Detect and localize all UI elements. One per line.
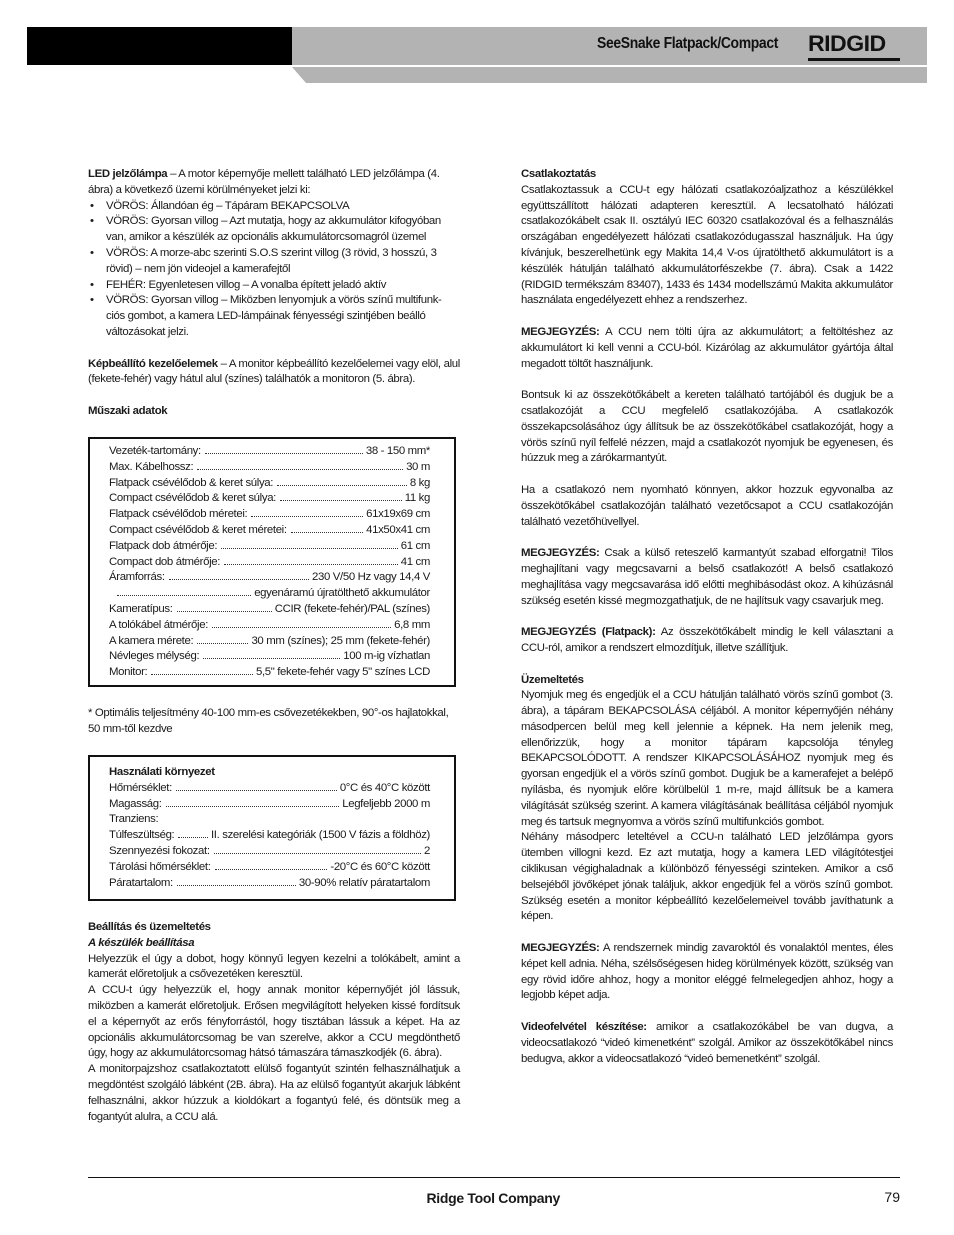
spec-value: Legfeljebb 2000 m [342, 797, 430, 810]
spec-row [109, 860, 430, 876]
connection-paragraph: Bontsuk ki az összekötőkábelt a kereten található tartójából és dugjuk be a csatlakozóját a CCU megfelelő csatlakozójába. A csatlakozók összekapcsolásához úgy állítsuk be az összekötőkábel csatlakozóját, hogy a vörös színű nyíl felfelé nézzen, majd a csatlakozót nyomjuk be egyenesen, és húzzuk meg a zárókarmantyút. [521, 389, 893, 465]
dot-leader [117, 595, 251, 596]
spec-label: Vezeték-tartomány: [109, 445, 201, 457]
spec-row [109, 602, 430, 618]
dot-leader [203, 658, 340, 659]
document-title: SeeSnake Flatpack/Compact [597, 35, 778, 52]
spec-label: Névleges mélység: [109, 650, 200, 663]
ridgid-logo: RIDGID [808, 33, 902, 63]
spec-value: CCIR (fekete-fehér)/PAL (színes) [274, 602, 430, 615]
setup-paragraph: A monitorpajzshoz csatlakoztatott elülső fogantyút szintén felhasználhatjuk a megdöntést szolgáló lábként (2B. ábra). Ha az elülső fogantyút akarjuk lábként felhasználni, akkor húzzuk a kioldókart a fogantyú felé, és döntsük meg a fogantyút alulra, a CCU alá. [88, 1063, 460, 1123]
spec-label: Áramforrás: [109, 571, 165, 584]
spec-label: A kamera mérete: [109, 634, 194, 647]
environment-table [88, 755, 456, 901]
operation-paragraph: Nyomjuk meg és engedjük el a CCU hátulján található vörös színű gombot (3. ábra), a tápáram BEKAPCSOLÁSA céljából. A monitor képernyőjén néhány másodpercen belül meg kell jelennie a képnek. Ha nem jelenik meg, ellenőrizzük, hogy a monitor tápáram kapcsolója tényleg BEKAPCSOLÓDOTT. A rendszer KIKAPCSOLÁSÁHOZ nyomjuk meg és gyorsan engedjük el a vörös színű gombot. Dugjuk be a kamerafejet a belépő nyílásba, és nyomjuk előre körülbelül 1 m-re, majd állítsuk be a kamera világítását szükség szerint. A kamera világításának beállítása céljából nyomjuk meg és tartsuk megnyomva a vörös színű multifunkciós gombot. [521, 689, 893, 828]
spec-value: -20°C és 60°C között [330, 860, 430, 873]
spec-label: Páratartalom: [109, 876, 173, 889]
dot-leader [151, 674, 253, 675]
spec-value: 8 kg [409, 476, 430, 489]
dot-leader [212, 627, 391, 628]
spec-value: 5,5" fekete-fehér vagy 5" színes LCD [255, 666, 430, 679]
spec-label: Tranziens: [109, 813, 159, 826]
footer-rule [88, 1177, 900, 1178]
spec-row [109, 828, 430, 844]
dot-leader [221, 548, 398, 549]
setup-paragraph: Helyezzük el úgy a dobot, hogy könnyű legyen kezelni a tolókábelt, amint a kamerát előretoljuk a csővezetéken keresztül. [88, 952, 460, 981]
note: MEGJEGYZÉS: A rendszernek mindig zavaroktól és vonalaktól mentes, éles képet kell adnia. Néha, szélsőségesen hideg körülmények között, szükség van egy rövid időre ahhoz, hogy a monitor eléggé felmelegedjen ahhoz, hogy a legjobb képet adja. [521, 942, 893, 1002]
specs-heading: Műszaki adatok [88, 404, 168, 417]
dot-leader [176, 790, 337, 791]
controls-section: Képbeállító kezelőelemek – A monitor képbeállító kezelőelemei vagy elöl, alul (fekete-fehér) vagy hátul alul (színes) találhatók a monitoron (5. ábra). [88, 357, 460, 386]
spec-value: 30 mm (színes); 25 mm (fekete-fehér) [251, 634, 430, 647]
spec-label: Flatpack csévélődob & keret súlya: [109, 476, 274, 489]
spec-label: Max. Kábelhossz: [109, 460, 194, 473]
spec-value: 30 m [406, 460, 430, 473]
list-item: • VÖRÖS: Gyorsan villog – Azt mutatja, hogy az akkumulátor kifogyóban van, amikor a készülék az opcionális akkumulátorcsomagról üzemel [88, 214, 460, 246]
spec-label: Túlfeszültség: [109, 829, 175, 842]
environment-heading: Használati környezet [109, 766, 215, 778]
dot-leader [251, 516, 363, 517]
setup-paragraph: A CCU-t úgy helyezzük el, hogy annak monitor képernyőjét jól lássuk, miközben a kamerát előretoljuk. Erősen megvilágított helyeken kissé fordítsuk el a képernyőt az erős fényforrástól, hogy tisztában lássuk a képet. Ha az opcionális akkumulátorcsomag be van szerelve, akkor a CCU megdönthető úgy, hogy az akkumulátorcsomag hátsó támaszára támaszkodjék (6. ábra). [88, 984, 460, 1060]
spec-row [109, 507, 430, 523]
spec-label: Kameratípus: [109, 602, 173, 615]
spec-label: Monitor: [109, 666, 148, 679]
spec-label: Flatpack csévélődob méretei: [109, 508, 248, 521]
dot-leader [291, 532, 363, 533]
list-item: • VÖRÖS: A morze-abc szerinti S.O.S szerint villog (3 rövid, 3 hosszú, 3 rövid) – nem jön videojel a kamerafejtől [88, 246, 460, 278]
spec-value: 6,8 mm [394, 618, 430, 631]
spec-row [109, 634, 430, 650]
spec-row [109, 491, 430, 507]
footnote: * Optimális teljesítmény 40-100 mm-es csővezetékekben, 90°-os hajlatokkal, 50 mm-től kezdve [88, 707, 449, 735]
spec-value: egyenáramú újratölthető akkumulátor [254, 587, 430, 600]
operation-paragraph: Néhány másodperc leteltével a CCU-n található LED jelzőlámpa gyors ütemben villogni kezd. Ez azt mutatja, hogy a kamera LED világítótestjei ciklikusan végighaladnak a különböző fényességi szinteken. Amikor a cső belsejéből jövőképet jónak találjuk, akkor engedjük fel a vörös színű gombot. Szükség esetén a monitor képbeállító kezelőelemeivel tovább javíthatunk a képen. [521, 831, 893, 923]
spec-row [109, 523, 430, 539]
header-gray-stripe [292, 67, 927, 83]
right-column [521, 167, 893, 1067]
header-black-bar [27, 27, 292, 65]
page-number: 79 [884, 1189, 900, 1205]
dot-leader [214, 853, 421, 854]
spec-value: 61x19x69 cm [366, 508, 430, 521]
spec-row [109, 460, 430, 476]
spec-row [109, 539, 430, 555]
connection-paragraph: Csatlakoztassuk a CCU-t egy hálózati csatlakozóaljzathoz a készülékkel együttszállított hálózati adapteren keresztül. A lecsatolható hálózati csatlakozókábelt csak II. osztályú IEC 60320 csatlakozóval és a felhasználás országában engedélyezett hálózati csatlakozódugasszal használjuk. Ha úgy kívánjuk, beszerelhetünk egy Makita 14,4 V-os újratölthető akkumulátort is a készülék hátulján található akkumulátorfészekbe (7. ábra). Csak a 1422 (RIDGID termékszám 83407), 1433 és 1434 modellszámú Makita akkumulátor használata engedélyezett ehhez a rendszerhez. [521, 183, 893, 307]
connection-heading: Csatlakoztatás [521, 168, 596, 180]
spec-row [109, 570, 430, 586]
spec-label: Szennyezési fokozat: [109, 844, 210, 857]
spec-row [109, 876, 430, 892]
spec-value: 100 m-ig vízhatlan [343, 650, 430, 663]
spec-label: A tolókábel átmérője: [109, 618, 209, 631]
list-item: • VÖRÖS: Állandóan ég – Tápáram BEKAPCSOLVA [88, 199, 460, 215]
spec-value: II. szerelési kategóriák (1500 V fázis a földhöz) [210, 829, 430, 842]
dot-leader [178, 837, 208, 838]
setup-heading: Beállítás és üzemeltetés [88, 921, 211, 933]
spec-value: 41 cm [400, 555, 430, 568]
spec-label: Magasság: [109, 797, 162, 810]
specs-table [88, 437, 456, 687]
spec-value: 41x50x41 cm [366, 523, 430, 536]
left-column-top [88, 167, 460, 420]
led-list [88, 199, 460, 341]
spec-row [109, 476, 430, 492]
spec-label: Hőmérséklet: [109, 781, 172, 794]
note: MEGJEGYZÉS: Csak a külső reteszelő karmantyút szabad elforgatni! Tilos meghajlítani vagy megcsavarni a belső csatlakozót! A belső csatlakozó meghajlítása vagy megcsavarása idő előtti meghibásodást okoz. A kihúzásnál szükség esetén kissé megmozgathatjuk, de ne hajlítsuk vagy csavarjuk meg. [521, 547, 893, 607]
spec-row [109, 444, 430, 460]
footer-company: Ridge Tool Company [426, 1190, 560, 1206]
led-section: LED jelzőlámpa – A motor képernyője mellett található LED jelzőlámpa (4. ábra) a következő üzemi körülményeket jelzi ki: [88, 168, 440, 196]
spec-label: Compact dob átmérője: [109, 555, 221, 568]
dot-leader [205, 453, 363, 454]
dot-leader [197, 469, 403, 470]
spec-row [109, 618, 430, 634]
list-item: • FEHÉR: Egyenletesen villog – A vonalba épített jeladó aktív [88, 278, 460, 294]
dot-leader [197, 643, 248, 644]
spec-row [109, 797, 430, 813]
list-item: • VÖRÖS: Gyorsan villog – Miközben lenyomjuk a vörös színű multifunk-ciós gombot, a kamera LED-lámpáinak fényességi szintjében beálló változásokat jelzi. [88, 293, 460, 340]
spec-row [109, 586, 430, 602]
dot-leader [169, 579, 309, 580]
connection-paragraph: Ha a csatlakozó nem nyomható könnyen, akkor hozzuk egyvonalba az összekötőkábel csatlakozóján található vezetőcsapot a CCU csatlakozóján található vezetőhüvellyel. [521, 483, 893, 528]
spec-row [109, 555, 430, 571]
spec-value: 11 kg [404, 492, 430, 505]
dot-leader [277, 485, 407, 486]
spec-label: Tárolási hőmérséklet: [109, 860, 211, 873]
spec-value: 0°C és 40°C között [339, 781, 430, 794]
setup-section [88, 920, 460, 1125]
dot-leader [215, 869, 328, 870]
spec-value: 2 [424, 844, 430, 857]
spec-row [109, 665, 430, 681]
dot-leader [224, 564, 398, 565]
spec-value: 38 - 150 mm* [365, 445, 430, 457]
spec-label: Flatpack dob átmérője: [109, 539, 218, 552]
setup-subheading: A készülék beállítása [88, 936, 195, 949]
spec-row [109, 781, 430, 797]
note-flatpack: MEGJEGYZÉS (Flatpack): Az összekötőkábelt mindig le kell választani a CCU-ról, amikor a rendszert elmozdítjuk, illetve szállítjuk. [521, 626, 894, 654]
dot-leader [177, 885, 296, 886]
dot-leader [280, 500, 402, 501]
operation-heading: Üzemeltetés [521, 673, 584, 686]
spec-value: 61 cm [400, 539, 430, 552]
spec-label: Compact csévélődob & keret súlya: [109, 492, 276, 505]
video-recording: Videofelvétel készítése: amikor a csatlakozókábel be van dugva, a videocsatlakozó “videó kimenetként” szolgál. Amikor az összekötőkábel nincs bedugva, akkor a videocsatlakozó “videó bemenetként” szolgál. [521, 1021, 893, 1065]
note: MEGJEGYZÉS: A CCU nem tölti újra az akkumulátort; a feltöltéshez az akkumulátort ki kell venni a CCU-ból. Kizárólag az akkumulátor gyártója által megadott töltőt használjunk. [521, 325, 893, 370]
spec-value: 30-90% relatív páratartalom [298, 876, 430, 889]
dot-leader [166, 806, 340, 807]
dot-leader [177, 611, 272, 612]
spec-label: Compact csévélődob & keret méretei: [109, 523, 287, 536]
spec-row [109, 812, 430, 828]
spec-row [109, 844, 430, 860]
spec-row [109, 649, 430, 665]
spec-value: 230 V/50 Hz vagy 14,4 V [312, 571, 430, 584]
